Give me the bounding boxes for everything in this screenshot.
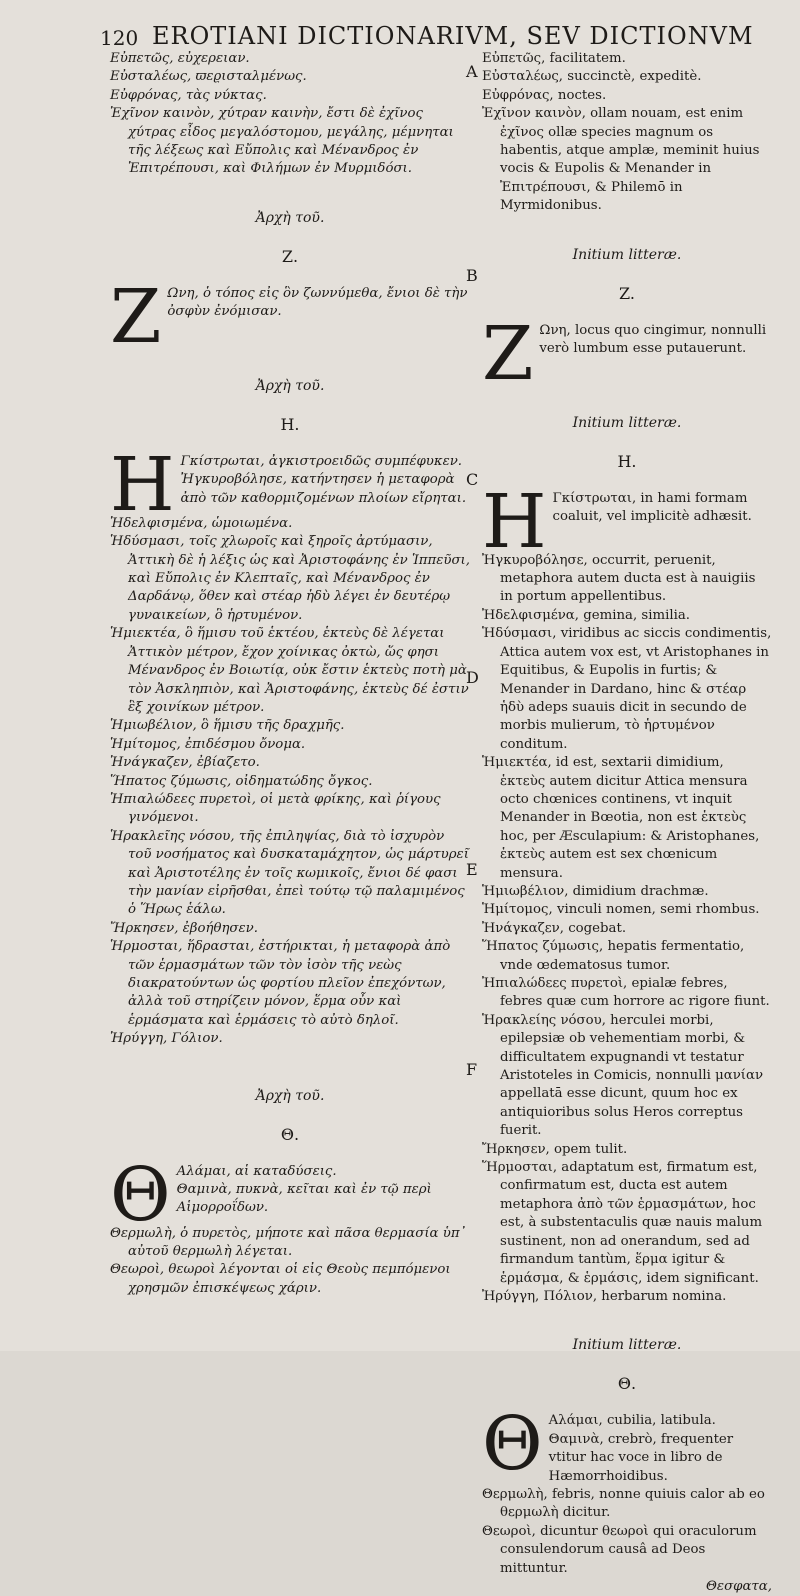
latin-entry: Θαμινὰ, crebrò, frequenter vtitur hac voce in libro de Hæmorrhoidibus. [548,1431,734,1484]
margin-letter: C [466,470,479,489]
latin-entry: Ἡδύσμασι, viridibus ac siccis condimentis, Attica autem vox est, vt Aristophanes in Equitibus, & Eupolis in furtis; & Menander in Dardano, hinc & στέαρ ἡδὺ adeps suauis dicit in secundo de morbis mulierum, τὸ ἡρτυμένον conditum. [482,626,772,752]
greek-entry: Ἡρακλεῖης νόσου, τῆς ἐπιληψίας, διὰ τὸ ἰσχυρὸν τοῦ νοσήματος καὶ δυσκαταμάχητον, ὡς μάρτυρεῖ καὶ Ἀριστοτέλης ἐν τοῖς κωμικοῖς, ἔνιοι δέ φασι τὴν μανίαν εἰρῆσθαι, ἐπεὶ τούτῳ τῷ παλαμιμένος ὁ Ἥρως ἑάλω. [110,828,469,918]
drop-cap: H [482,478,547,565]
latin-entry: Ἡμίτομος, vinculi nomen, semi rhombus. [482,902,760,918]
latin-entry: Ἠνάγκαζεν, cogebat. [482,920,627,936]
latin-entry: Ἥπατος ζύμωσις, hepatis fermentatio, vnde œdematosus tumor. [482,939,745,973]
section-letter: H. [617,451,637,471]
running-title: EROTIANI DICTIONARIVM, SEV DICTIONVM [152,22,754,50]
section-heading: Ἀρχὴ τοῦ. [255,209,325,226]
drop-cap: Z [482,310,534,397]
greek-entry: Εὐπετῶς, εὐχερειαν. [110,51,250,66]
page-number: 120 [100,26,139,50]
latin-entry: Ἐχῖνον καινὸν, ollam nouam, est enim ἐχῖνος ollæ species magnum os habentis, atque amplæ, meminit huius vocis & Eupolis & Menander in Ἐπιτρέπουσι, & Philemō in Myrmidonibus. [482,106,760,214]
drop-cap: H [110,441,175,528]
drop-cap: Θ [482,1401,543,1488]
greek-entry: Ἠνάγκαζεν, ἐβίαζετο. [110,755,260,771]
latin-column [482,50,772,1594]
latin-entry: Εὐφρόνας, noctes. [482,87,607,103]
section-heading: Ἀρχὴ τοῦ. [255,1087,325,1104]
greek-entry: Θεωροὶ, θεωροὶ λέγονται οἱ εἰς Θεοὺς πεμπόμενοι χρησμῶν ἐπισκέψεως χάριν. [110,1262,451,1296]
greek-entry: Γκίστρωται, ἀγκιστροειδῶς συμπέφυκεν. [180,453,463,469]
section-letter: Ζ. [281,246,299,266]
greek-entry: Ἡμίτομος, ἐπιδέσμου ὄνομα. [110,736,306,752]
section-heading: Initium litteræ. [572,414,682,431]
latin-th-block [482,1401,772,1488]
latin-entry: Ἡμιωβέλιον, dimidium drachmæ. [482,883,709,899]
catchword: Θεσφατα, [706,1578,772,1594]
latin-entry: Ἠδελφισμένα, gemina, similia. [482,607,691,623]
latin-entry: Ἥρμοσται, adaptatum est, firmatum est, confirmatum est, ducta est autem metaphora ἀπὸ τῶν ἑρμασμάτων, hoc est, à substentaculis quæ nauis malum sustinent, non ad onerandum, sed ad firmandum tantùm, ἕρμα igitur & ἑρμάσμα, & ἑρμάσις, idem significant. [482,1160,763,1286]
margin-letter: E [466,860,478,879]
greek-z-block [110,273,470,360]
latin-entry: Ἤρκησεν, opem tulit. [482,1141,628,1157]
greek-entry: Ἠδελφισμένα, ὡμοιωμένα. [110,515,293,531]
greek-entry: Εὐσταλέως, ϖεϱισταλμένως. [110,69,307,85]
section-letter: Θ. [280,1124,300,1144]
latin-entry: Ἠγκυροβόλησε, occurrit, peruenit, metaphora autem ducta est à nauigiis in portum appellentibus. [482,552,756,605]
greek-entry: Ἡμιωβέλιον, ὃ ἥμισυ τῆς δραχμῆς. [110,718,345,734]
latin-entry: Ἠρύγγη, Πόλιον, herbarum nomina. [482,1288,727,1304]
latin-entry: Ἠπιαλώδεες πυρετοὶ, epialæ febres, febres quæ cum horrore ac rigore fiunt. [482,976,770,1010]
latin-entry: Θεωροὶ, dicuntur θεωροὶ qui oraculorum consulendorum causâ ad Deos mittuntur. [482,1523,757,1576]
greek-entry: Ἡμιεκτέα, ὃ ἥμισυ τοῦ ἑκτέου, ἑκτεὺς δὲ λέγεται Ἀττικὸν μέτρον, ἔχον χοίνικας ὀκτὼ, ὥς φησι Μένανδρος ἐν Βοιωτίᾳ, οὐκ ἔστιν ἑκτεὺς ποτὴ μὰ τὸν Ἀσκληπιὸν, καὶ Ἀριστοφάνης, ἑκτεὺς δέ ἐστιν ἓξ χοινίκων μέτρον. [110,626,469,715]
latin-h-block [482,478,772,565]
latin-entry: Εὐπετῶς, facilitatem. [482,51,626,66]
greek-entry: Θαμινὰ, πυκνὰ, κεῖται καὶ ἐν τῷ περὶ Αἱμορροΐδων. [176,1182,432,1216]
latin-entry: Ωνη, locus quo cingimur, nonnulli verò lumbum esse putauerunt. [539,322,767,357]
greek-entry: Ἥπατος ζύμωσις, οἰδηματώδης ὄγκος. [110,773,373,789]
greek-entry: Ἤρκησεν, ἐβοήθησεν. [110,920,258,936]
margin-letter: F [466,1060,478,1079]
greek-entry: Εὐφρόνας, τὰς νύκτας. [110,87,267,103]
greek-entry: Ἠρύγγη, Γόλιον. [110,1031,223,1047]
latin-entry: Γκίστρωται, in hami formam coaluit, vel implicitè adhæsit. [552,490,752,525]
greek-entry: Ἠγκυροβόλησε, κατήντησεν ἡ μεταφορὰ ἀπὸ τῶν καθορμιζομένων πλοίων εἴρηται. [180,472,467,506]
greek-entry: Θερμωλὴ, ὁ πυρετὸς, μήποτε καὶ πᾶσα θερμασία ὑπ᾽ αὐτοῦ θερμωλὴ λέγεται. [110,1225,467,1260]
greek-th-block [110,1151,470,1238]
drop-cap: Θ [110,1151,171,1238]
greek-entry: Ωνη, ὁ τόπος εἰς ὃν ζωννύμεθα, ἔνιοι δὲ τὴν ὀσφὺν ἐνόμισαν. [167,285,468,320]
margin-letter: B [466,266,478,285]
section-letter: Θ. [617,1374,637,1394]
section-letter: Η. [280,414,300,434]
latin-z-block [482,310,772,397]
margin-letter: D [466,668,479,687]
section-heading: Initium litteræ. [572,1337,682,1354]
greek-entry: Ἡρμοσται, ἥδρασται, ἐστήρικται, ἡ μεταφορὰ ἀπὸ τῶν ἑρμασμάτων τῶν τὸν ἰσὸν τῆς νεὼς διακρατούντων ὡς φορτίου πλεῖον ἐπεχόντων, ἀλλὰ τοῦ στηρίζειν μόνον, ἕρμα οὖν καὶ ἑρμάσματα καὶ ἑρμάσεις τὸ αὐτὸ δηλοῖ. [110,939,451,1028]
section-heading: Initium litteræ. [572,246,682,263]
greek-entry: Αλάμαι, αἱ καταδύσεις. [176,1163,337,1179]
latin-entry: Ἡρακλείης νόσου, herculei morbi, epilepsiæ ob vehementiam morbi, & difficultatem expugnandi vt testatur Aristoteles in Comicis, nonnulli μανίαν appellatā esse dicunt, quum hoc ex antiquioribus solus Heros correptus fuerit. [482,1012,764,1139]
section-heading: Ἀρχὴ τοῦ. [255,377,325,394]
latin-entry: Εὐσταλέως, succinctè, expeditè. [482,69,702,85]
latin-entry: Ἡμιεκτέα, id est, sextarii dimidium, ἑκτεὺς autem dicitur Attica mensura octo chœnices continens, vt inquit Menander in Bœotia, non est ἑκτεὺς hoc, per Æsculapium: & Aristophanes, ἑκτεὺς autem est sex chœnicum mensura. [482,755,760,881]
latin-entry: Θερμωλὴ, febris, nonne quiuis calor ab eo θερμωλὴ dicitur. [482,1486,765,1521]
section-letter: Z. [619,283,635,303]
greek-entry: Ἠπιαλώδεες πυρετοὶ, οἱ μετὰ φρίκης, καὶ ῥίγους γινόμενοι. [110,791,441,826]
latin-entry: Αλάμαι, cubilia, latibula. [548,1413,716,1429]
greek-column [110,50,470,1351]
margin-letter: A [466,62,478,81]
greek-entry: Ἐχῖνον καινὸν, χύτραν καινὴν, ἔστι δὲ ἐχῖνος χύτρας εἶδος μεγαλόστομου, μεγάλης, μέμνηται τῆς λέξεως καὶ Εὔπολις καὶ Μένανδρος ἐν Ἐπιτρέπουσι, καὶ Φιλήμων ἐν Μυρμιδόσι. [110,106,454,177]
drop-cap: Z [110,273,162,360]
greek-entry: Ἡδύσμασι, τοῖς χλωροῖς καὶ ξηροῖς ἀρτύμασιν, Ἀττικὴ δὲ ἡ λέξις ὡς καὶ Ἀριστοφάνης ἐν Ἱππεῦσι, καὶ Εὔπολις ἐν Κλεπταῖς, καὶ Μένανδρος ἐν Δαρδάνῳ, ὅθεν καὶ στέαρ ἡδὺ λέγει ἐν δευτέρῳ γυναικείων, ὃ ἡρτυμένον. [110,534,470,623]
